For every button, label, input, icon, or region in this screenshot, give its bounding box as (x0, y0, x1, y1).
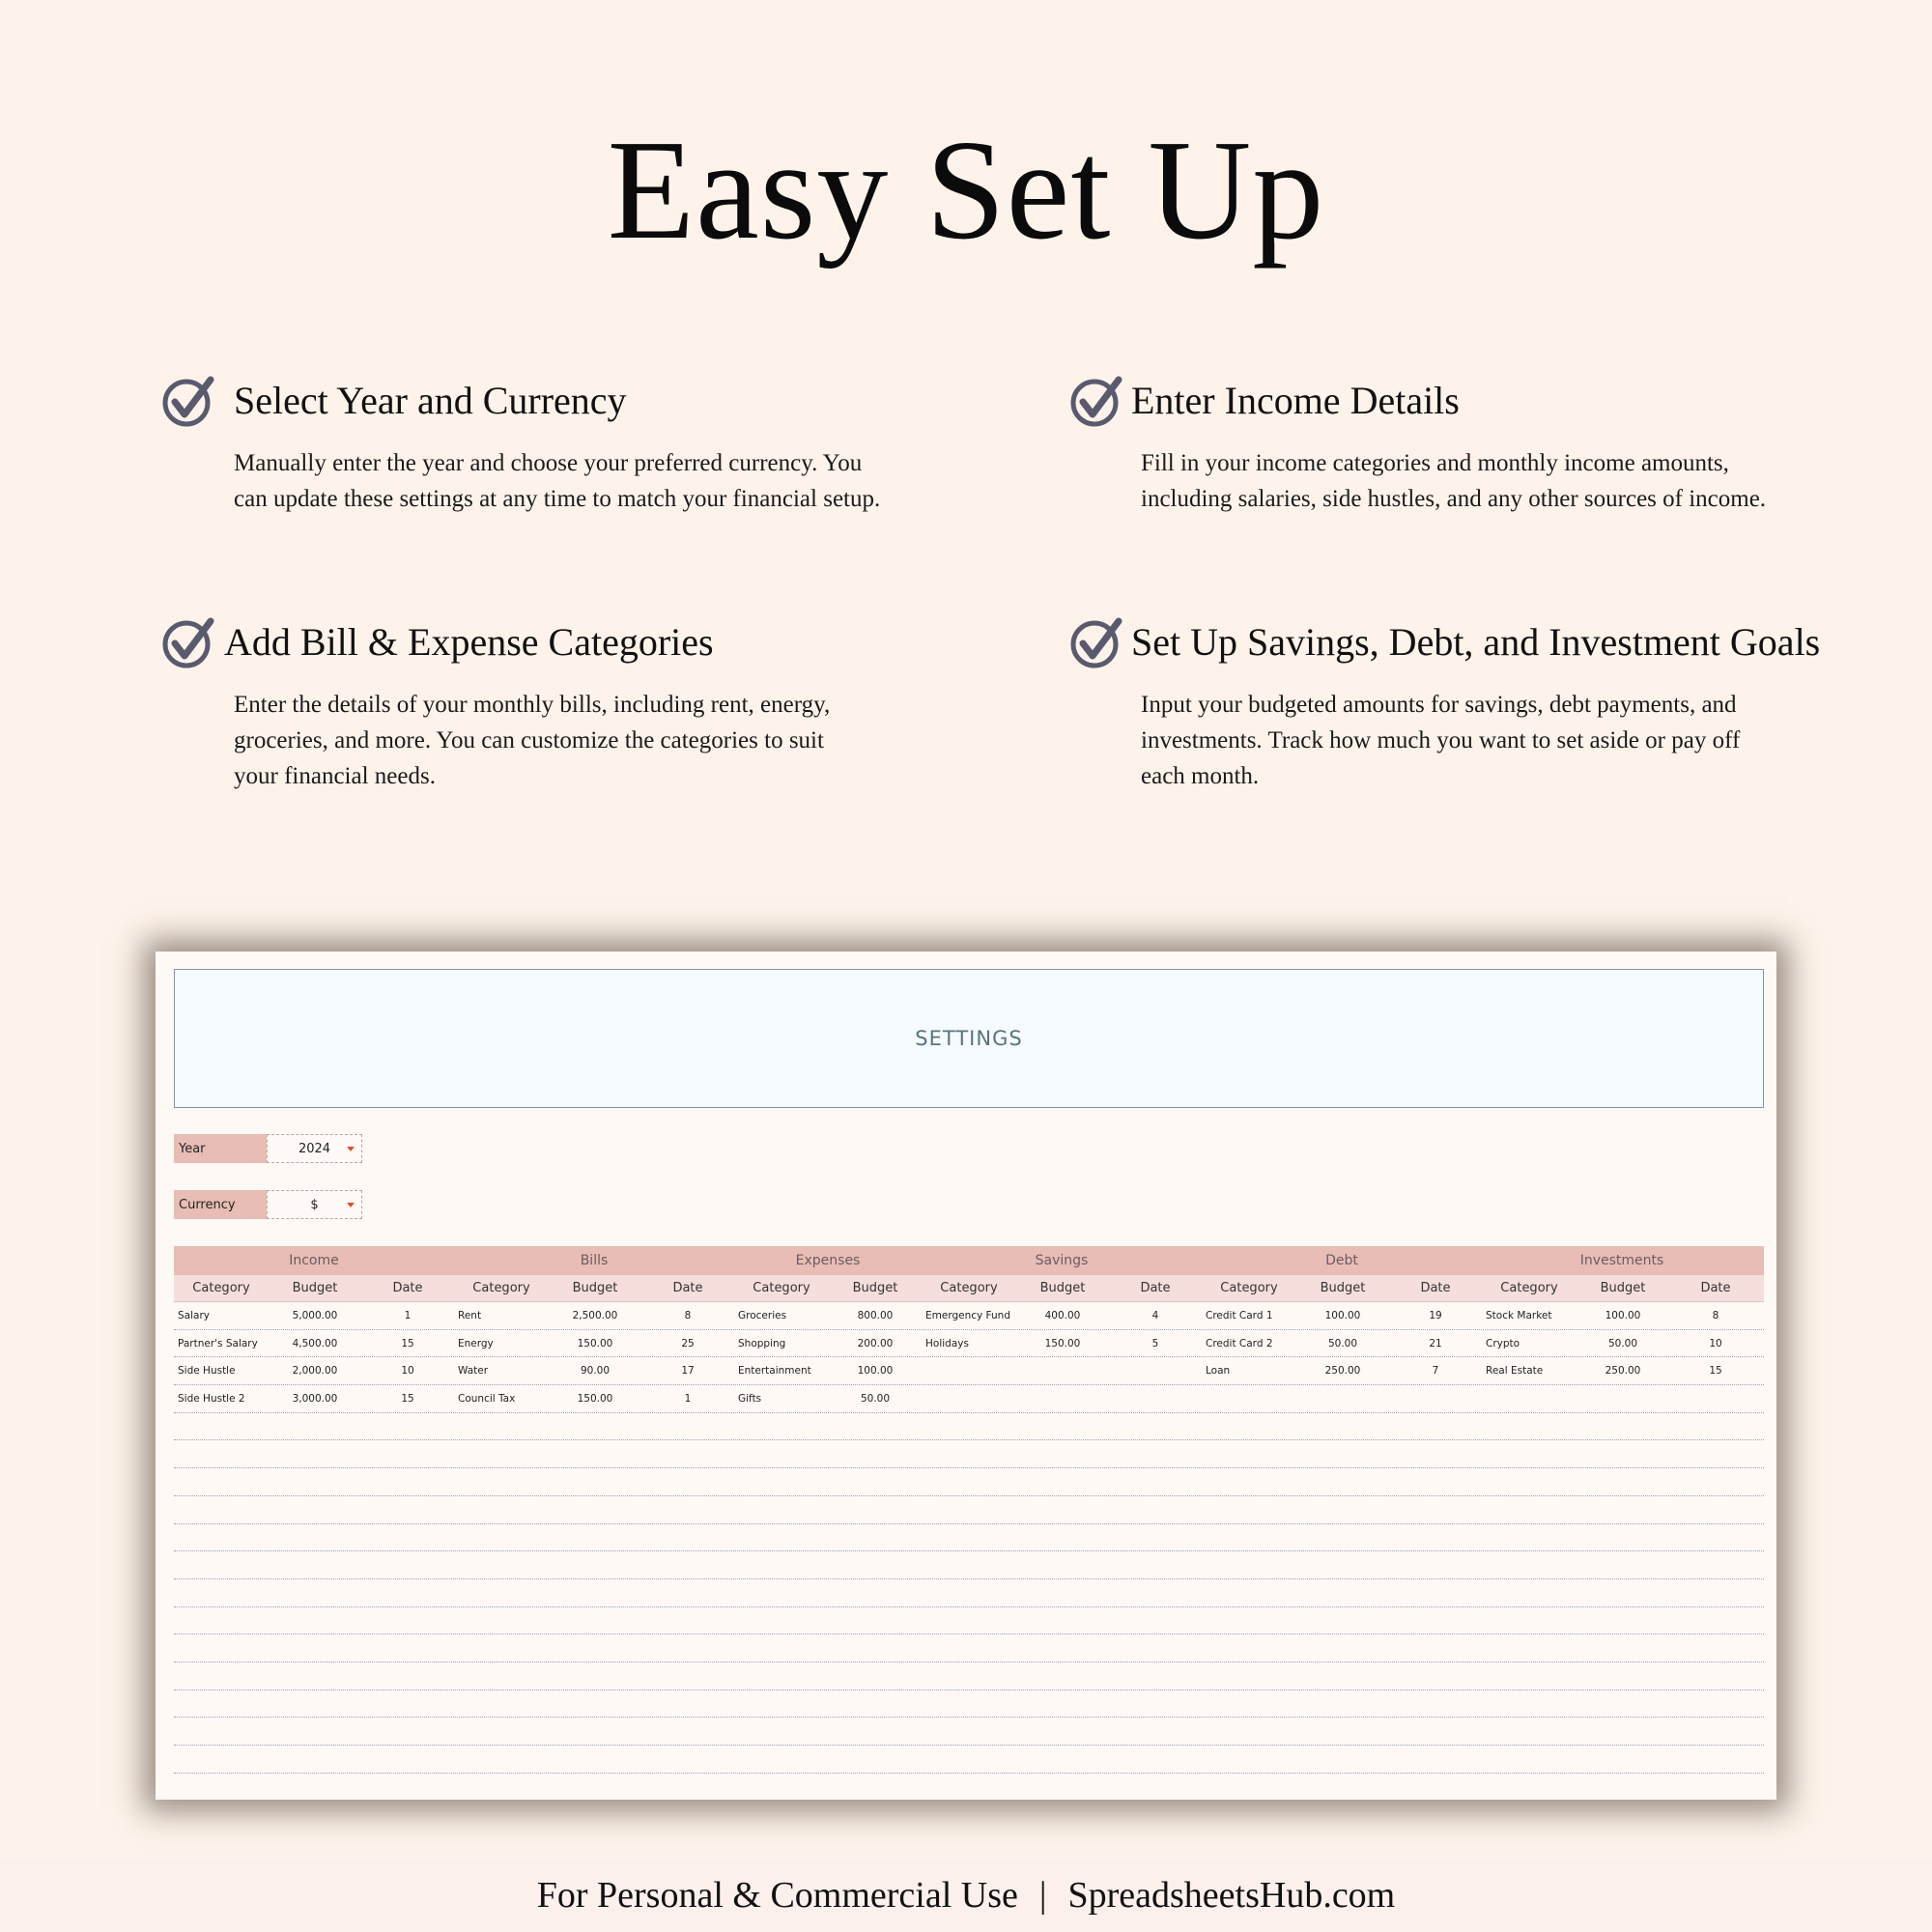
feature-savings-debt-investments (1070, 616, 1920, 810)
table-cell[interactable]: 150.00 (577, 1337, 613, 1350)
feature-description: Fill in your income categories and monthly income amounts, including salaries, side hustles, and any other sources of income. (1141, 450, 1767, 512)
table-cell[interactable]: 50.00 (1327, 1337, 1358, 1350)
table-cell[interactable]: 100.00 (1324, 1310, 1361, 1321)
group-header-savings: Savings (1035, 1253, 1089, 1268)
column-header-budget: Budget (1320, 1281, 1366, 1295)
table-cell[interactable]: Holidays (925, 1337, 969, 1350)
column-header-date: Date (672, 1281, 703, 1295)
table-cell[interactable]: 25 (681, 1337, 695, 1350)
column-header-budget: Budget (292, 1281, 338, 1295)
table-cell[interactable]: Water (458, 1365, 489, 1378)
table-cell[interactable]: Loan (1206, 1365, 1231, 1378)
currency-value: $ (310, 1197, 319, 1212)
table-cell[interactable]: 3,000.00 (292, 1393, 338, 1406)
table-cell[interactable]: 1 (684, 1393, 692, 1406)
column-header-category: Category (192, 1281, 250, 1295)
settings-table (174, 1246, 1764, 1774)
table-row[interactable] (174, 1413, 1764, 1441)
group-header-investments: Investments (1579, 1253, 1664, 1268)
table-cell[interactable]: 100.00 (1605, 1310, 1641, 1321)
currency-dropdown[interactable] (267, 1190, 362, 1219)
feature-description: Input your budgeted amounts for savings, debt payments, and investments. Track how much you want to set aside or pay off each month. (1141, 692, 1741, 789)
table-cell[interactable]: 100.00 (857, 1365, 894, 1378)
page-title: Easy Set Up (607, 111, 1325, 270)
table-cell[interactable]: 5,000.00 (292, 1310, 338, 1321)
table-row[interactable] (174, 1524, 1764, 1552)
table-cell[interactable]: 150.00 (577, 1393, 613, 1406)
table-cell[interactable]: 200.00 (857, 1337, 894, 1350)
table-cell[interactable]: 150.00 (1044, 1337, 1081, 1350)
feature-bills-expenses (162, 616, 896, 810)
table-body (174, 1302, 1764, 1774)
table-row[interactable] (174, 1690, 1764, 1719)
currency-label: Currency (174, 1190, 267, 1219)
column-header-budget: Budget (572, 1281, 618, 1295)
table-cell[interactable]: Gifts (738, 1393, 762, 1406)
table-row[interactable] (174, 1302, 1764, 1330)
table-row[interactable] (174, 1746, 1764, 1774)
table-row[interactable] (174, 1579, 1764, 1607)
dropdown-caret-icon (347, 1203, 355, 1208)
column-header-budget: Budget (1600, 1281, 1646, 1295)
table-cell[interactable]: 15 (401, 1337, 414, 1350)
table-cell[interactable]: Entertainment (738, 1365, 811, 1378)
table-cell[interactable]: 400.00 (1044, 1310, 1081, 1321)
table-cell[interactable]: Groceries (738, 1310, 787, 1321)
table-cell[interactable]: Council Tax (458, 1393, 516, 1406)
table-row[interactable] (174, 1330, 1764, 1358)
column-header-category: Category (472, 1281, 530, 1295)
feature-title: Enter Income Details (1131, 379, 1460, 422)
table-row[interactable] (174, 1468, 1764, 1496)
column-header-date: Date (392, 1281, 423, 1295)
table-cell[interactable]: 8 (684, 1310, 692, 1321)
year-setting (174, 1134, 362, 1163)
column-header-date: Date (1420, 1281, 1451, 1295)
table-cell[interactable]: 250.00 (1605, 1365, 1641, 1378)
table-cell[interactable]: 15 (1709, 1365, 1722, 1378)
group-header-income: Income (289, 1253, 339, 1268)
table-cell[interactable]: 10 (401, 1365, 414, 1378)
table-cell[interactable]: 4,500.00 (292, 1337, 338, 1350)
check-circle-icon (1070, 375, 1122, 427)
group-header-bills: Bills (580, 1253, 609, 1268)
table-cell[interactable]: Emergency Fund (925, 1310, 1010, 1321)
group-header-expenses: Expenses (795, 1253, 861, 1268)
column-header-category: Category (940, 1281, 998, 1295)
footer-website[interactable]: SpreadsheetsHub.com (1067, 1875, 1396, 1916)
group-header-row (174, 1246, 1764, 1275)
settings-banner: SETTINGS (174, 969, 1764, 1108)
table-cell[interactable]: 7 (1432, 1365, 1439, 1378)
table-cell[interactable]: 19 (1429, 1310, 1442, 1321)
table-cell[interactable]: 50.00 (1607, 1337, 1638, 1350)
feature-description: Enter the details of your monthly bills, including rent, energy, groceries, and more. You can customize the categories to suit your financial needs. (234, 692, 831, 789)
table-cell[interactable]: 90.00 (580, 1365, 611, 1378)
table-cell[interactable]: Credit Card 2 (1206, 1337, 1273, 1350)
table-row[interactable] (174, 1440, 1764, 1468)
footer-separator: | (1038, 1875, 1047, 1916)
check-circle-icon (1070, 616, 1122, 668)
feature-year-currency (162, 375, 896, 568)
column-header-date: Date (1140, 1281, 1171, 1295)
table-cell[interactable]: Stock Market (1486, 1310, 1552, 1321)
column-header-category: Category (1500, 1281, 1558, 1295)
table-cell[interactable]: Energy (458, 1337, 494, 1350)
table-cell[interactable]: Salary (178, 1310, 210, 1321)
feature-description: Manually enter the year and choose your preferred currency. You can update these settings at any time to match your financial setup. (234, 450, 881, 512)
table-cell[interactable]: Side Hustle (178, 1365, 236, 1378)
table-cell[interactable]: Credit Card 1 (1206, 1310, 1273, 1321)
column-header-category: Category (753, 1281, 810, 1295)
year-label: Year (174, 1134, 267, 1163)
table-cell[interactable]: 17 (681, 1365, 695, 1378)
footer (0, 1859, 1932, 1932)
table-cell[interactable]: 800.00 (857, 1310, 894, 1321)
column-header-budget: Budget (1039, 1281, 1086, 1295)
table-cell[interactable]: Rent (458, 1310, 482, 1321)
table-cell[interactable]: 50.00 (860, 1393, 891, 1406)
group-header-debt: Debt (1325, 1253, 1358, 1268)
table-row[interactable] (174, 1385, 1764, 1413)
feature-income (1070, 375, 1804, 568)
table-cell[interactable]: Side Hustle 2 (178, 1393, 245, 1406)
column-header-date: Date (1700, 1281, 1731, 1295)
check-circle-icon (162, 375, 214, 427)
table-row[interactable] (174, 1607, 1764, 1635)
spreadsheet-preview (156, 952, 1776, 1800)
table-row[interactable] (174, 1496, 1764, 1524)
year-dropdown[interactable] (267, 1134, 362, 1163)
table-row[interactable] (174, 1662, 1764, 1690)
dropdown-caret-icon (347, 1147, 355, 1151)
table-row[interactable] (174, 1718, 1764, 1746)
footer-usage-text: For Personal & Commercial Use (536, 1875, 1018, 1916)
table-cell[interactable]: 15 (401, 1393, 414, 1406)
column-header-row (174, 1275, 1764, 1302)
table-cell[interactable]: 2,500.00 (572, 1310, 618, 1321)
table-cell[interactable]: Partner's Salary (178, 1337, 258, 1350)
table-cell[interactable]: 5 (1151, 1337, 1159, 1350)
table-cell[interactable]: 10 (1709, 1337, 1722, 1350)
table-cell[interactable]: Shopping (738, 1337, 786, 1350)
table-cell[interactable]: 21 (1429, 1337, 1442, 1350)
table-cell[interactable]: 4 (1151, 1310, 1159, 1321)
feature-title: Add Bill & Expense Categories (224, 620, 714, 664)
table-row[interactable] (174, 1634, 1764, 1662)
table-row[interactable] (174, 1551, 1764, 1579)
table-cell[interactable]: Real Estate (1486, 1365, 1544, 1378)
currency-setting (174, 1190, 362, 1219)
table-cell[interactable]: 250.00 (1324, 1365, 1361, 1378)
year-value: 2024 (298, 1141, 331, 1156)
feature-title: Select Year and Currency (234, 379, 627, 422)
table-cell[interactable]: 8 (1712, 1310, 1719, 1321)
column-header-category: Category (1220, 1281, 1278, 1295)
feature-title: Set Up Savings, Debt, and Investment Goals (1131, 620, 1821, 664)
table-cell[interactable]: Crypto (1486, 1337, 1520, 1350)
check-circle-icon (162, 616, 214, 668)
column-header-budget: Budget (852, 1281, 898, 1295)
table-cell[interactable]: 2,000.00 (292, 1365, 338, 1378)
table-row[interactable] (174, 1357, 1764, 1385)
table-cell[interactable]: 1 (404, 1310, 412, 1321)
